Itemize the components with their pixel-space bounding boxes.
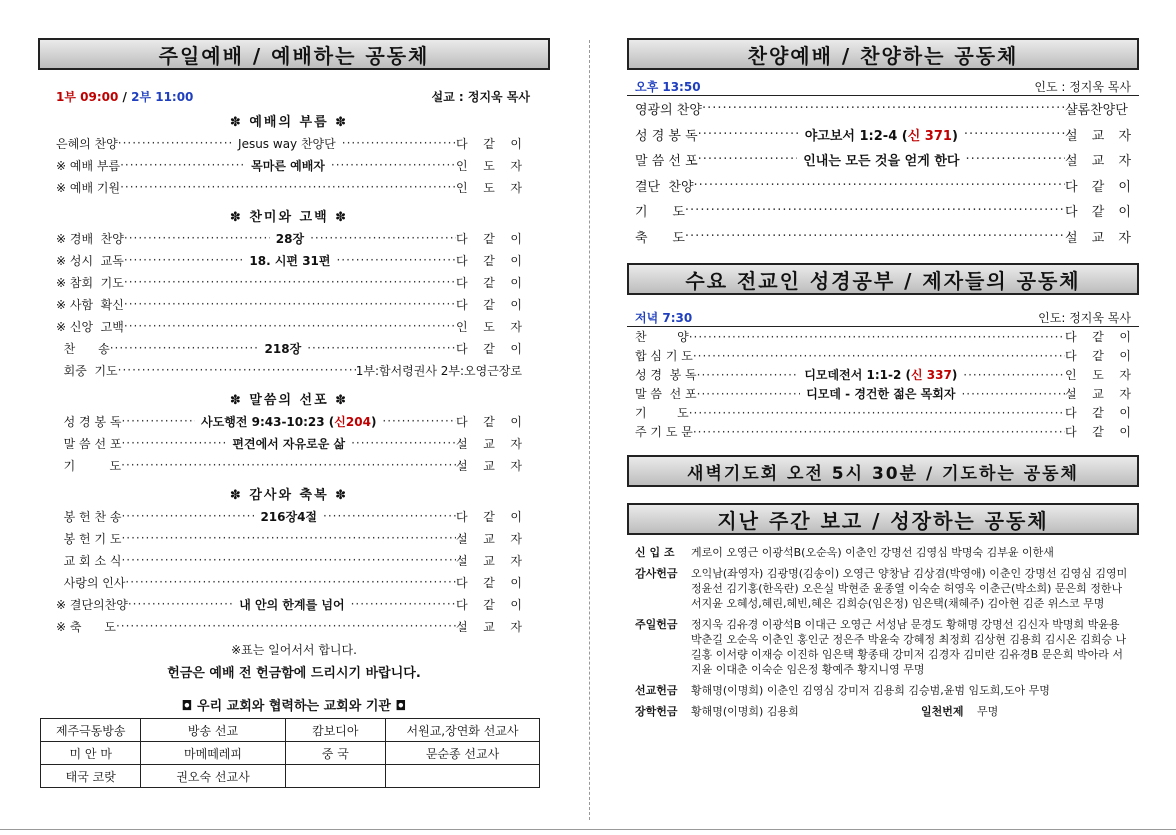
sunday-worship-header: 주일예배 / 예배하는 공동체 bbox=[38, 38, 550, 70]
leader-dots bbox=[342, 136, 456, 150]
item-leader: 인 도 자 bbox=[456, 319, 522, 334]
item-label: ※ 신앙 고백 bbox=[56, 319, 124, 334]
leader-dots bbox=[694, 178, 1066, 193]
leader-dots bbox=[351, 436, 456, 450]
item-label: ※ 예배 기원 bbox=[56, 180, 121, 195]
worship-item-row bbox=[56, 505, 522, 527]
report-category: 감사헌금 bbox=[635, 567, 678, 580]
leader-dots bbox=[124, 253, 244, 267]
partner-cell: 권오숙 선교사 bbox=[141, 765, 285, 788]
partner-cell: 방송 선교 bbox=[141, 719, 285, 742]
leader-dots bbox=[118, 363, 356, 377]
leader-dots bbox=[685, 203, 1065, 218]
partners-title: ◘ 우리 교회와 협력하는 교회와 기관 ◘ bbox=[181, 699, 407, 714]
item-label: 말 씀 선 포 bbox=[56, 436, 122, 451]
leader-dots bbox=[121, 458, 456, 472]
item-label: 기 도 bbox=[56, 458, 122, 473]
worship-item-row bbox=[56, 432, 522, 454]
leader-dots bbox=[965, 152, 1065, 167]
left-column bbox=[38, 38, 550, 788]
leader-dots bbox=[124, 275, 456, 289]
item-leader: 다 같 이 bbox=[456, 575, 522, 590]
item-content: 사도행전 9:43-10:23 (신204) bbox=[201, 414, 377, 429]
item-leader: 인 도 자 bbox=[456, 180, 522, 195]
wednesday-item-row bbox=[635, 346, 1131, 365]
worship-item-row bbox=[56, 271, 522, 293]
leader-dots bbox=[689, 330, 1065, 344]
item-leader: 인 도 자 bbox=[456, 158, 523, 173]
item-label: 기 도 bbox=[635, 406, 689, 420]
worship-item-row bbox=[56, 154, 522, 176]
item-label: 찬 양 bbox=[635, 330, 689, 344]
report-category: 주일헌금 bbox=[635, 618, 678, 631]
leader-dots bbox=[121, 553, 456, 567]
leader-dots bbox=[336, 253, 456, 267]
item-content: 인내는 모든 것을 얻게 한다 bbox=[803, 154, 960, 170]
report-names: 황해명(이명희) 김용희 bbox=[691, 705, 799, 718]
item-leader: 다 같 이 bbox=[1065, 406, 1131, 420]
partner-cell: 서원교,장연화 선교사 bbox=[386, 719, 540, 742]
leader-dots bbox=[685, 229, 1065, 244]
worship-item-row bbox=[56, 571, 522, 593]
report-names: 황해명(이명희) 이춘인 김영심 강미저 김용희 김승범,윤범 임도희,도아 무명 bbox=[691, 684, 1050, 697]
order-of-worship bbox=[38, 111, 550, 637]
item-leader: 1부:함서령권사 2부:오영근장로 bbox=[355, 363, 522, 378]
wednesday-item-row bbox=[635, 403, 1131, 422]
praise-worship-header: 찬양예배 / 찬양하는 공동체 bbox=[627, 38, 1139, 70]
leader-dots bbox=[697, 387, 801, 401]
section-title: ✽ 예배의 부름 ✽ bbox=[229, 115, 349, 130]
time-separator: / bbox=[122, 90, 127, 104]
item-label: 회중 기도 bbox=[56, 363, 118, 378]
leader-dots bbox=[961, 387, 1065, 401]
leader-dots bbox=[120, 180, 456, 194]
item-leader: 다 같 이 bbox=[456, 297, 522, 312]
praise-item-row bbox=[635, 122, 1131, 148]
worship-item-row bbox=[56, 293, 522, 315]
leader-dots bbox=[121, 509, 254, 523]
item-label: ※ 예배 부름 bbox=[56, 158, 121, 173]
leader-dots bbox=[310, 231, 456, 245]
item-leader: 다 같 이 bbox=[456, 275, 522, 290]
leader-dots bbox=[702, 101, 1065, 116]
item-leader: 다 같 이 bbox=[456, 509, 523, 524]
report-row bbox=[635, 683, 1131, 698]
praise-item-row bbox=[635, 224, 1131, 250]
leader-dots bbox=[110, 341, 259, 355]
item-label: 말 씀 선 포 bbox=[635, 154, 698, 170]
item-label: 주 기 도 문 bbox=[635, 425, 693, 439]
leader-dots bbox=[116, 619, 456, 633]
item-leader: 다 같 이 bbox=[456, 231, 523, 246]
praise-item-row bbox=[635, 173, 1131, 199]
worship-item-row bbox=[56, 227, 522, 249]
item-label: ※ 사함 확신 bbox=[56, 297, 124, 312]
partner-cell: 미 안 마 bbox=[41, 742, 141, 765]
item-label: 결단 찬양 bbox=[635, 179, 694, 195]
item-leader: 설 교 자 bbox=[1065, 128, 1132, 144]
wednesday-item-row bbox=[635, 384, 1131, 403]
service-times bbox=[56, 88, 193, 105]
item-leader: 다 같 이 bbox=[456, 341, 523, 356]
leader-dots bbox=[351, 597, 456, 611]
weekly-report bbox=[627, 545, 1139, 719]
item-content: 218장 bbox=[264, 341, 302, 356]
leader-dots bbox=[124, 319, 456, 333]
praise-item-row bbox=[635, 198, 1131, 224]
item-label: ※ 경배 찬양 bbox=[56, 231, 124, 246]
report-row bbox=[635, 617, 1131, 677]
item-leader: 다 같 이 bbox=[1065, 179, 1131, 195]
item-label: 영광의 찬양 bbox=[635, 103, 702, 119]
report-row bbox=[635, 545, 1131, 560]
partner-cell: 제주극동방송 bbox=[41, 719, 141, 742]
item-content: 야고보서 1:2-4 (신 371) bbox=[804, 128, 958, 144]
leader-dots bbox=[698, 127, 799, 142]
report-names: 무명 bbox=[977, 705, 999, 718]
leader-dots bbox=[964, 127, 1065, 142]
wednesday-leader: 인도: 정지욱 목사 bbox=[1038, 311, 1131, 325]
leader-dots bbox=[120, 158, 245, 172]
item-leader: 다 같 이 bbox=[456, 253, 522, 268]
leader-dots bbox=[689, 406, 1065, 420]
item-content: 디모데전서 1:1-2 (신 337) bbox=[804, 368, 958, 382]
wednesday-study-header: 수요 전교인 성경공부 / 제자들의 공동체 bbox=[627, 263, 1139, 295]
report-category: 선교헌금 bbox=[635, 684, 678, 697]
item-leader: 다 같 이 bbox=[456, 597, 522, 612]
item-label: ※ 성시 교독 bbox=[56, 253, 124, 268]
weekly-report-header: 지난 주간 보고 / 성장하는 공동체 bbox=[627, 503, 1139, 535]
leader-dots bbox=[121, 414, 195, 428]
item-leader: 설 교 자 bbox=[1065, 387, 1132, 401]
item-content: 216장4절 bbox=[260, 509, 318, 524]
worship-item-row bbox=[56, 615, 522, 637]
wednesday-item-row bbox=[635, 365, 1131, 384]
item-label: 사랑의 인사 bbox=[56, 575, 126, 590]
worship-item-row bbox=[56, 454, 522, 476]
item-leader: 다 같 이 bbox=[456, 136, 522, 151]
leader-dots bbox=[125, 575, 456, 589]
item-label: 합 심 기 도 bbox=[635, 349, 693, 363]
worship-item-row bbox=[56, 176, 522, 198]
item-leader: 다 같 이 bbox=[1065, 205, 1131, 221]
item-label: 기 도 bbox=[635, 205, 685, 221]
partner-cell: 태국 코랏 bbox=[41, 765, 141, 788]
right-column bbox=[627, 38, 1139, 725]
item-label: 성 경 봉 독 bbox=[635, 368, 697, 382]
item-content: Jesus way 찬양단 bbox=[238, 136, 336, 151]
report-category: 일천번제 bbox=[921, 705, 964, 718]
section-title: ✽ 감사와 축복 ✽ bbox=[229, 488, 349, 503]
item-leader: 다 같 이 bbox=[1065, 425, 1131, 439]
report-names: 오익남(좌영자) 김광명(김송이) 오영근 양창남 김상겸(박영애) 이춘인 강명선 김영심 김영미 정윤선 김기홍(한옥란) 오은실 박현준 윤종열 이숙순 허영옥 이춘근(박소희) 문은희 정한나 서지윤 오혜성,혜린,혜빈,혜은 김희승(임은정) 임은택(채혜주) 김아현 김준 위스코 무명 bbox=[691, 567, 1128, 610]
item-leader: 설 교 자 bbox=[456, 531, 522, 546]
partner-row bbox=[41, 742, 540, 765]
wednesday-order bbox=[627, 327, 1139, 441]
item-leader: 다 같 이 bbox=[456, 414, 523, 429]
leader-dots bbox=[963, 368, 1065, 382]
leader-dots bbox=[128, 597, 233, 611]
service-meta bbox=[38, 88, 550, 105]
partner-cell bbox=[386, 765, 540, 788]
report-category: 신 입 조 bbox=[635, 546, 675, 559]
standing-note: ※표는 일어서서 합니다. bbox=[231, 643, 357, 657]
partner-cell: 중 국 bbox=[285, 742, 385, 765]
partner-cell: 문순종 선교사 bbox=[386, 742, 540, 765]
worship-item-row bbox=[56, 527, 522, 549]
report-category: 장학헌금 bbox=[635, 705, 678, 718]
worship-item-row bbox=[56, 249, 522, 271]
item-label: 찬 송 bbox=[56, 341, 110, 356]
item-label: 봉 헌 찬 송 bbox=[56, 509, 122, 524]
leader-dots bbox=[698, 152, 798, 167]
partner-row bbox=[41, 719, 540, 742]
report-names: 정지욱 김유경 이광석B 이대근 오영근 서성남 문경도 황해명 강명선 김신자 박명희 박윤용 박춘길 오순옥 이춘인 홍인군 정은주 박윤숙 강혜정 최정희 김상현 김용희 김시온 김희승 나길홍 이서량 이재승 이진하 임은택 황종태 강미저 김경자 김미란 김유경B 문은희 박아라 서지윤 이대춘 이숙순 임은정 황예주 황지니영 무명 bbox=[691, 618, 1127, 676]
item-label: ※ 결단의찬양 bbox=[56, 597, 128, 612]
item-label: 말 씀 선 포 bbox=[635, 387, 697, 401]
item-content: 목마른 예배자 bbox=[251, 158, 325, 173]
worship-item-row bbox=[56, 593, 522, 615]
worship-item-row bbox=[56, 315, 522, 337]
dawn-prayer-header: 새벽기도회 오전 5시 30분 / 기도하는 공동체 bbox=[627, 455, 1139, 487]
wednesday-item-row bbox=[635, 422, 1131, 441]
praise-leader: 인도 : 정지욱 목사 bbox=[1034, 80, 1131, 94]
item-content: 18. 시편 31편 bbox=[249, 253, 331, 268]
praise-order bbox=[627, 96, 1139, 249]
item-leader: 설 교 자 bbox=[456, 436, 523, 451]
report-row bbox=[635, 704, 1131, 719]
item-leader: 다 같 이 bbox=[1065, 349, 1131, 363]
leader-dots bbox=[307, 341, 456, 355]
item-label: ※ 참회 기도 bbox=[56, 275, 124, 290]
worship-item-row bbox=[56, 132, 522, 154]
partner-cell bbox=[285, 765, 385, 788]
praise-meta bbox=[627, 78, 1139, 96]
partner-cell: 마메떼레피 bbox=[141, 742, 285, 765]
leader-dots bbox=[121, 436, 226, 450]
item-content: 28장 bbox=[275, 231, 305, 246]
section-title: ✽ 찬미와 고백 ✽ bbox=[229, 210, 349, 225]
leader-dots bbox=[697, 368, 799, 382]
partner-cell: 캄보디아 bbox=[285, 719, 385, 742]
item-leader: 설 교 자 bbox=[1065, 230, 1131, 246]
section-title: ✽ 말씀의 선포 ✽ bbox=[229, 393, 349, 408]
bottom-line bbox=[0, 829, 1176, 830]
leader-dots bbox=[124, 231, 270, 245]
item-content: 디모데 - 경건한 젊은 목회자 bbox=[806, 387, 956, 401]
second-service-time: 2부 11:00 bbox=[131, 90, 194, 104]
leader-dots bbox=[693, 425, 1065, 439]
report-names: 게로이 오영근 이광석B(오순옥) 이춘인 강명선 김영심 박명숙 김부윤 이한새 bbox=[691, 546, 1054, 559]
worship-item-row bbox=[56, 410, 522, 432]
leader-dots bbox=[382, 414, 456, 428]
item-leader: 다 같 이 bbox=[1065, 330, 1131, 344]
wednesday-meta bbox=[627, 309, 1139, 327]
item-leader: 설 교 자 bbox=[1065, 154, 1132, 170]
worship-item-row bbox=[56, 337, 522, 359]
item-leader: 설 교 자 bbox=[456, 553, 522, 568]
preacher: 설교 : 정지욱 목사 bbox=[431, 90, 530, 104]
item-label: ※ 축 도 bbox=[56, 619, 116, 634]
partner-row bbox=[41, 765, 540, 788]
report-row bbox=[635, 566, 1131, 611]
worship-item-row bbox=[56, 359, 522, 381]
leader-dots bbox=[323, 509, 456, 523]
item-label: 은혜의 찬양 bbox=[56, 136, 118, 151]
item-label: 성 경 봉 독 bbox=[56, 414, 122, 429]
first-service-time: 1부 09:00 bbox=[56, 90, 119, 104]
leader-dots bbox=[693, 349, 1065, 363]
offering-note: 헌금은 예배 전 헌금함에 드리시기 바랍니다. bbox=[167, 666, 421, 681]
item-label: 축 도 bbox=[635, 230, 685, 246]
wednesday-item-row bbox=[635, 327, 1131, 346]
item-content: 내 안의 한계를 넘어 bbox=[239, 597, 345, 612]
item-content: 편견에서 자유로운 삶 bbox=[232, 436, 346, 451]
wednesday-time: 저녁 7:30 bbox=[635, 311, 693, 325]
worship-item-row bbox=[56, 549, 522, 571]
item-leader: 인 도 자 bbox=[1065, 368, 1131, 382]
item-label: 성 경 봉 독 bbox=[635, 128, 698, 144]
item-leader: 설 교 자 bbox=[456, 619, 522, 634]
leader-dots bbox=[118, 136, 232, 150]
item-label: 교 회 소 식 bbox=[56, 553, 122, 568]
partners-table bbox=[40, 718, 540, 788]
praise-item-row bbox=[635, 147, 1131, 173]
item-label: 봉 헌 기 도 bbox=[56, 531, 122, 546]
page-divider bbox=[589, 40, 590, 820]
leader-dots bbox=[124, 297, 456, 311]
item-leader: 설 교 자 bbox=[456, 458, 522, 473]
leader-dots bbox=[121, 531, 456, 545]
praise-time: 오후 13:50 bbox=[635, 80, 701, 94]
item-leader: 샬롬찬양단 bbox=[1065, 103, 1128, 119]
leader-dots bbox=[331, 158, 456, 172]
praise-item-row bbox=[635, 96, 1131, 122]
